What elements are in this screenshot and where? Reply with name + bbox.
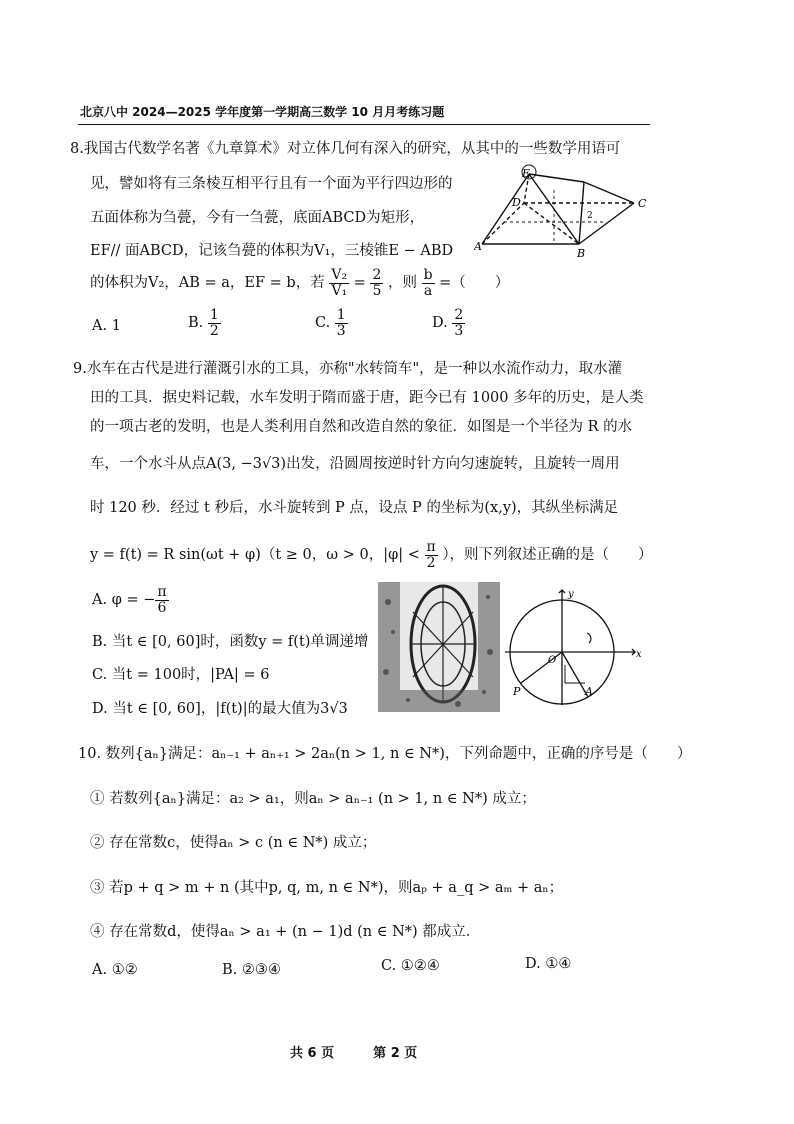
q8-option-a: A. 1 <box>92 318 121 334</box>
exam-header-title: 北京八中 2024—2025 学年度第一学期高三数学 10 月月考练习题 <box>80 105 445 119</box>
q8-line4: EF// 面ABCD，记该刍甍的体积为V₁，三棱锥E − ABD <box>90 243 454 259</box>
q8-line3: 五面体称为刍甍，今有一刍甍，底面ABCD为矩形， <box>90 210 425 226</box>
waterwheel-photo <box>378 582 500 712</box>
header-rule <box>78 124 650 125</box>
pi-over-2-fraction: $\frac{\pi}{2}$ <box>426 539 436 571</box>
q8-line5: 的体积为V₂，AB = a，EF = b，若 $\frac{\text{V₂}}{\text{V₁}}$ = $\frac{2}{5}$ ，则 $\frac{b}{a}$ =（ ） <box>90 267 510 299</box>
q9-line3: 的一项古老的发明，也是人类利用自然和改造自然的象征．如图是一个半径为 R 的水 <box>90 419 633 435</box>
fig-label-e: E <box>522 167 531 180</box>
q8-line2: 见，譬如将有三条棱互相平行且有一个面为平行四边形的 <box>90 176 453 192</box>
axis-label-x: x <box>636 649 642 660</box>
point-a-label: A <box>585 685 593 698</box>
q9-option-b: B. 当t ∈ [0, 60]时，函数y = f(t)单调递增 <box>92 634 369 650</box>
fig-label-b: B <box>577 247 586 260</box>
fig-label-d: D <box>512 196 521 209</box>
footer-total-pages: 共 6 页 <box>290 1046 335 1061</box>
q9-option-a: A. φ = − $\frac{\pi}{6}$ <box>92 584 167 616</box>
ratio-fraction: $\frac{\text{V₂}}{\text{V₁}}$ <box>331 267 348 299</box>
q9-circle-diagram <box>505 585 645 705</box>
q8-number: 8. <box>70 141 84 157</box>
b-over-a-fraction: $\frac{b}{a}$ <box>423 267 433 299</box>
q9-line4: 车，一个水斗从点A(3, −3√3)出发，沿圆周按逆时针方向匀速旋转，且旋转一周用 <box>90 456 620 472</box>
q10-statement-4: ④ 存在常数d，使得aₙ > a₁ + (n − 1)d (n ∈ N*) 都成立． <box>90 924 481 940</box>
q10-statement-2: ② 存在常数c，使得aₙ > c (n ∈ N*) 成立； <box>90 835 377 851</box>
point-p-label: P <box>513 685 521 698</box>
q10-statement-1: ① 若数列{aₙ}满足：a₂ > a₁，则aₙ > aₙ₋₁ (n > 1, n ∈ N*) 成立； <box>90 791 536 807</box>
q10-option-a: A. ①② <box>92 962 138 978</box>
q9-number: 9. <box>73 361 87 377</box>
footer-current-page: 第 2 页 <box>373 1046 418 1061</box>
q10-option-c: C. ①②④ <box>381 958 440 974</box>
q8-option-d: D. $\frac{2}{3}$ <box>432 307 464 339</box>
origin-label: O <box>548 655 557 666</box>
axis-label-y: y <box>568 589 574 600</box>
q8-option-b: B. $\frac{1}{2}$ <box>188 307 219 339</box>
q10-option-d: D. ①④ <box>525 956 572 972</box>
q9-line1: 9.水车在古代是进行灌溉引水的工具，亦称"水转筒车"，是一种以水流作动力，取水灌 <box>73 361 623 377</box>
q10-statement-3: ③ 若p + q > m + n (其中p, q, m, n ∈ N*)，则aₚ + a_q > aₘ + aₙ； <box>90 880 564 896</box>
q9-option-d: D. 当t ∈ [0, 60]，|f(t)|的最大值为3√3 <box>92 701 348 717</box>
fig-label-c: C <box>638 197 647 210</box>
ratio-value-fraction: $\frac{2}{5}$ <box>372 267 382 299</box>
fig-label-a: A <box>474 240 482 253</box>
q8-solid-figure <box>474 160 649 260</box>
q8-option-c: C. $\frac{1}{3}$ <box>315 307 346 339</box>
q10-number: 10. <box>78 746 102 762</box>
page-footer <box>290 1042 417 1061</box>
q10-option-b: B. ②③④ <box>222 962 281 978</box>
q10-stem: 10. 数列{aₙ}满足：aₙ₋₁ + aₙ₊₁ > 2aₙ(n > 1, n ∈ N*)，下列命题中，正确的序号是（ ） <box>78 746 692 762</box>
fig-label-two: 2 <box>587 211 593 221</box>
q9-line5: 时 120 秒．经过 t 秒后，水斗旋转到 P 点，设点 P 的坐标为(x,y)，其纵坐标满足 <box>90 500 619 516</box>
q8-line1: 8.我国古代数学名著《九章算术》对立体几何有深入的研究，从其中的一些数学用语可 <box>70 141 621 157</box>
q9-line2: 田的工具．据史料记载，水车发明于隋而盛于唐，距今已有 1000 多年的历史，是人类 <box>90 390 644 406</box>
q9-line6: y = f(t) = R sin(ωt + φ)（t ≥ 0，ω > 0，|φ| < $\frac{\pi}{2}$ ），则下列叙述正确的是（ ） <box>90 539 653 571</box>
q9-option-c: C. 当t = 100时，|PA| = 6 <box>92 667 270 683</box>
